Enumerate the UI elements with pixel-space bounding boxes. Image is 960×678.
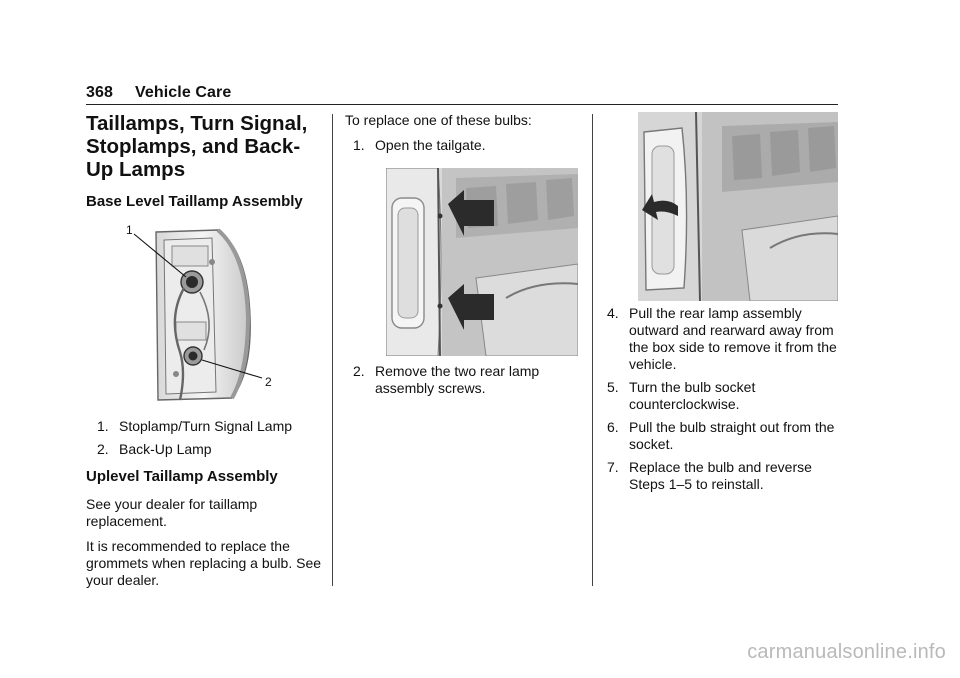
column-2 bbox=[345, 112, 579, 160]
grommet-paragraph: It is recommended to replace the grommets when replacing a bulb. See your dealer. bbox=[86, 538, 322, 588]
watermark: carmanualsonline.info bbox=[747, 641, 946, 663]
column-divider-2 bbox=[592, 114, 593, 586]
step-item: 7. Replace the bulb and reverse Steps 1–5 to reinstall. bbox=[607, 459, 812, 492]
column-1 bbox=[86, 112, 322, 221]
header-rule bbox=[86, 104, 838, 105]
step-item: 5. Turn the bulb socket counterclockwise. bbox=[607, 379, 756, 412]
column-3 bbox=[607, 305, 839, 499]
tailgate-screws-illustration bbox=[386, 168, 578, 356]
section-heading: Taillamps, Turn Signal, Stoplamps, and Back-Up Lamps bbox=[86, 112, 308, 181]
step-item: 4. Pull the rear lamp assembly outward and rearward away from the box side to remove it from the vehicle. bbox=[607, 305, 837, 372]
running-header bbox=[86, 84, 231, 102]
section-title: Vehicle Care bbox=[135, 84, 232, 101]
callout-1: 1 bbox=[126, 223, 133, 237]
legend-item: 1. Stoplamp/Turn Signal Lamp bbox=[97, 418, 293, 434]
lamp-removal-illustration bbox=[638, 112, 838, 301]
legend-item: 2. Back-Up Lamp bbox=[97, 441, 212, 457]
callout-2: 2 bbox=[265, 375, 272, 389]
step-item: 1. Open the tailgate. bbox=[353, 137, 486, 153]
step-item: 2. Remove the two rear lamp assembly screws. bbox=[353, 363, 540, 396]
base-level-heading: Base Level Taillamp Assembly bbox=[86, 193, 303, 210]
page-number: 368 bbox=[86, 84, 113, 101]
step-item: 6. Pull the bulb straight out from the socket. bbox=[607, 419, 835, 452]
column-divider-1 bbox=[332, 114, 333, 586]
column-2-lower bbox=[345, 363, 579, 403]
illustration-legend bbox=[86, 418, 322, 458]
taillamp-assembly-illustration bbox=[120, 222, 280, 407]
intro-paragraph: To replace one of these bulbs: bbox=[345, 112, 532, 128]
dealer-paragraph: See your dealer for taillamp replacement. bbox=[86, 496, 258, 529]
uplevel-heading: Uplevel Taillamp Assembly bbox=[86, 468, 278, 485]
column-1-lower bbox=[86, 418, 322, 597]
